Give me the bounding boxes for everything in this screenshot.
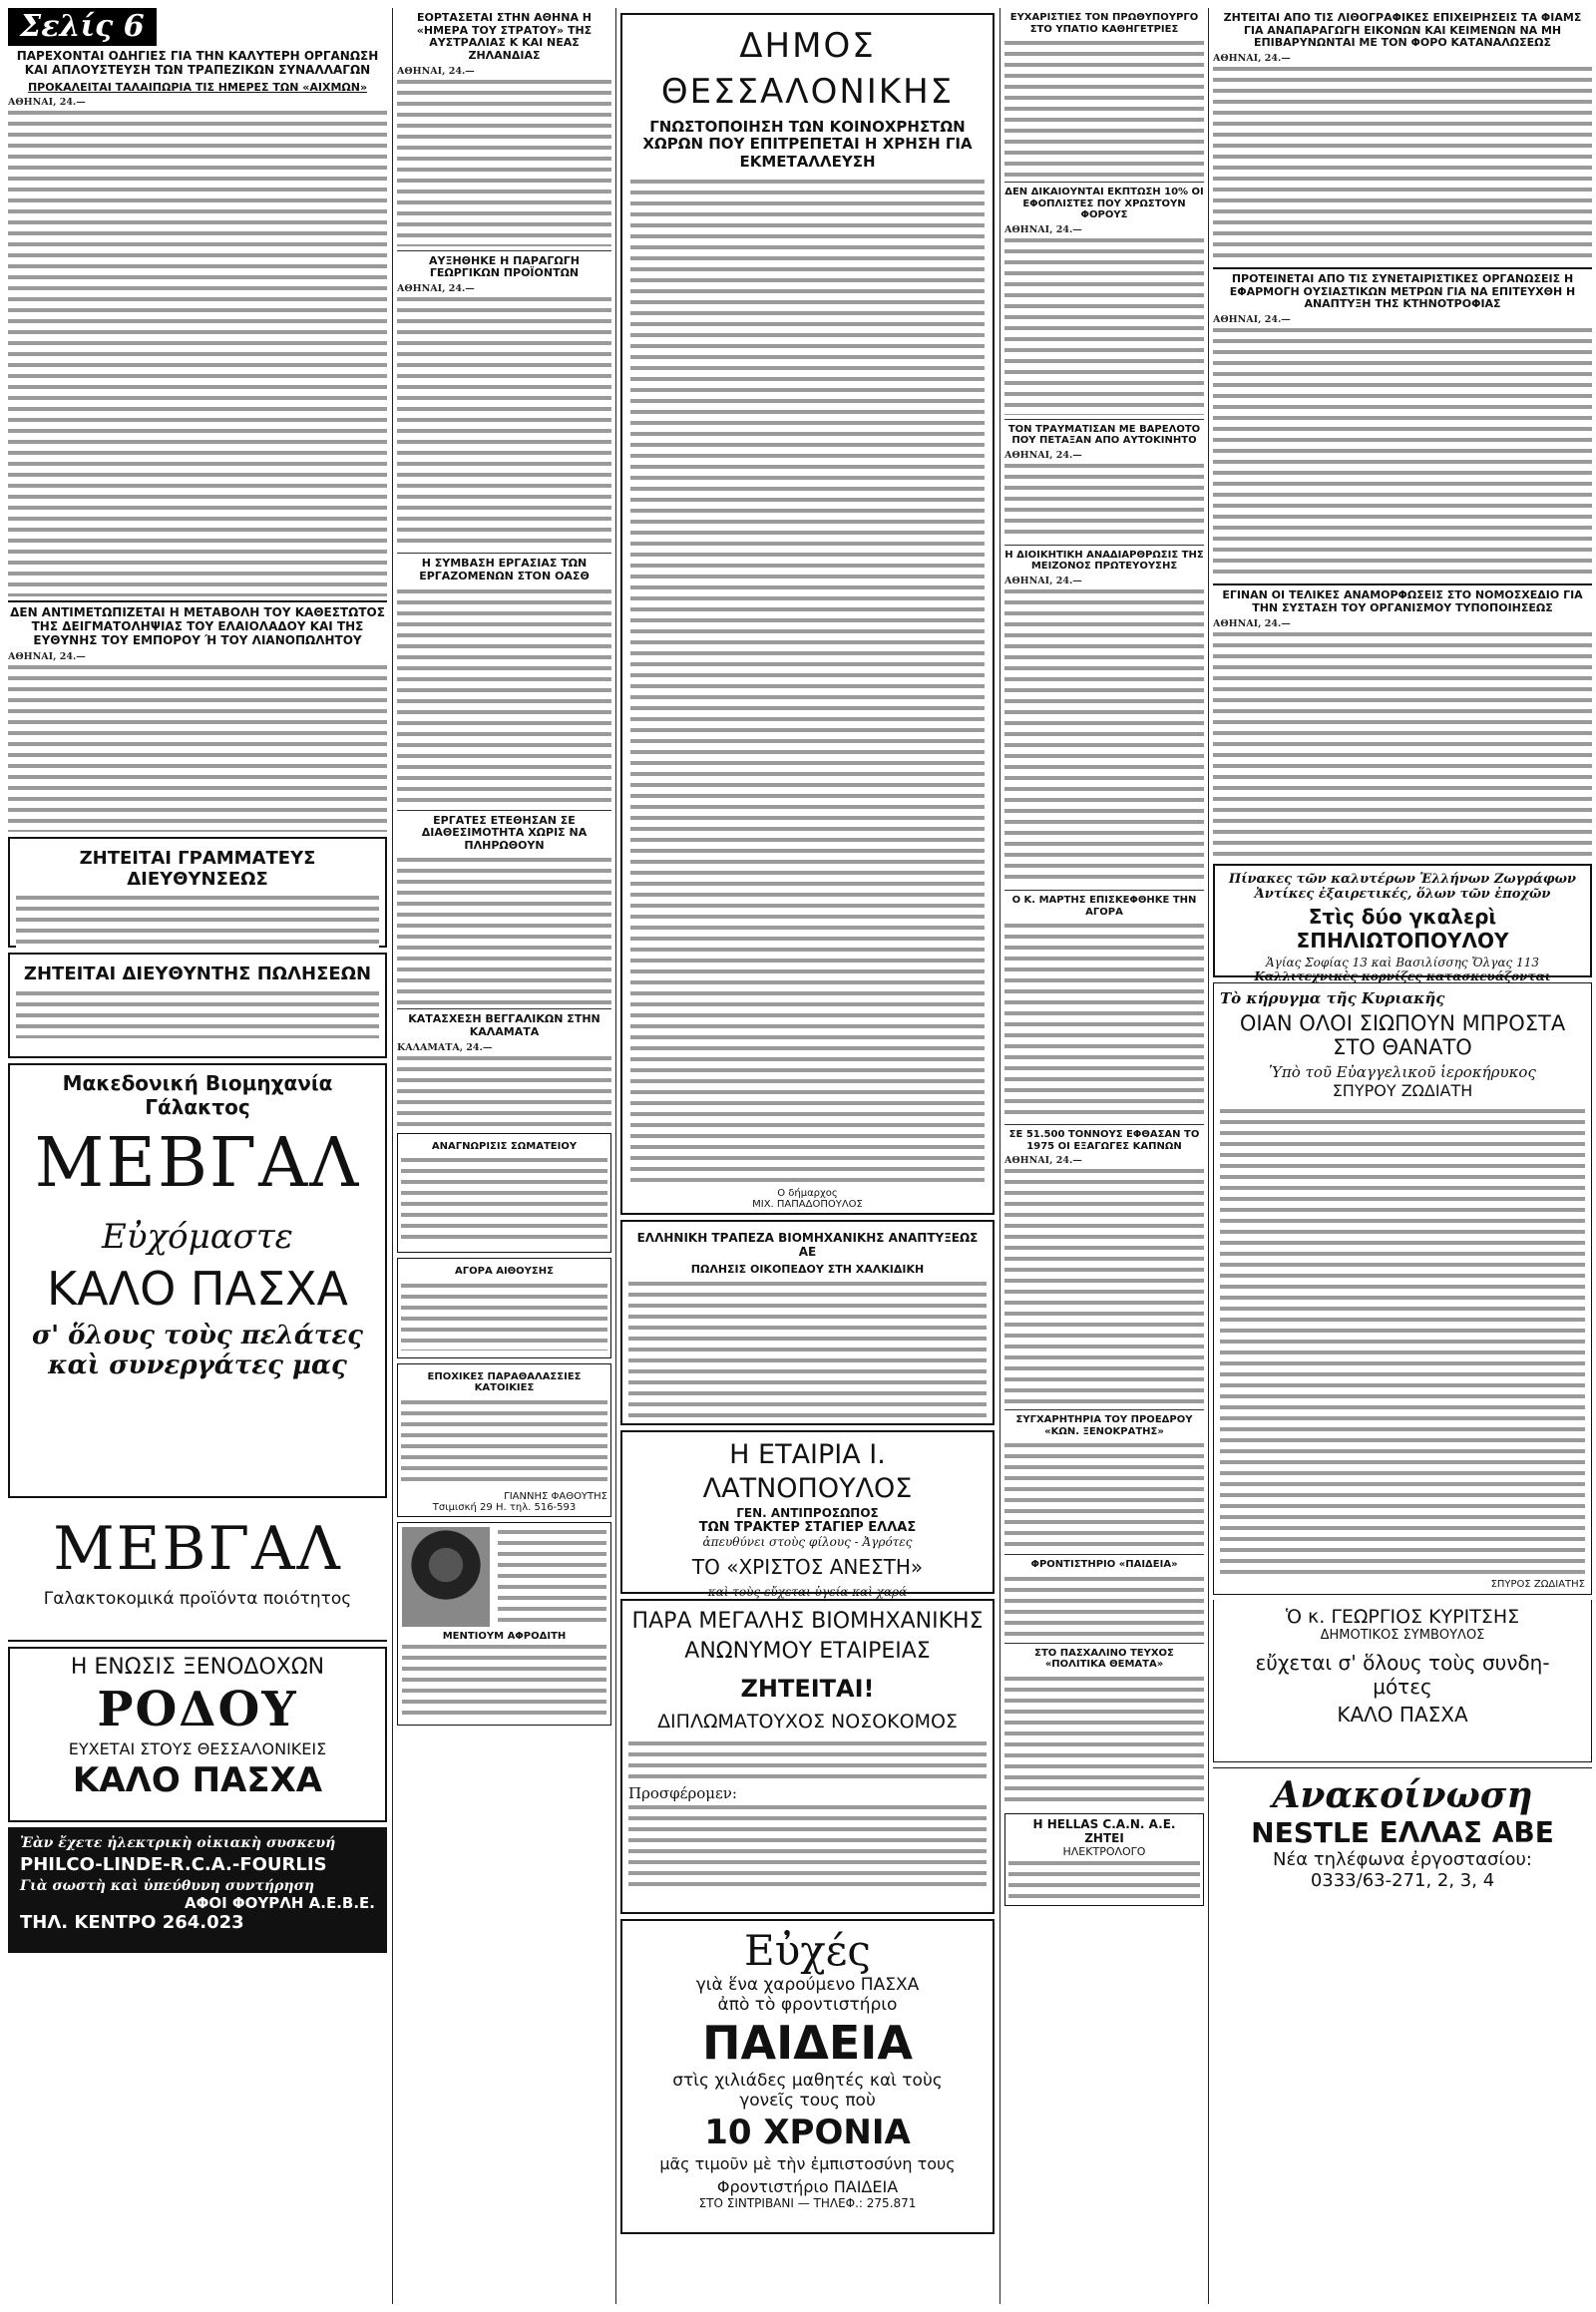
- column-rule: [392, 8, 393, 2304]
- ad-mevgal-easter: [8, 1063, 387, 1498]
- ad-easter: ΚΑΛΟ ΠΑΣΧΑ: [1337, 1702, 1468, 1727]
- divider: [1213, 267, 1592, 269]
- notice-seaside: [397, 1363, 611, 1517]
- headline: ΕΡΓΑΤΕΣ ΕΤΕΘΗΣΑΝ ΣΕ ΔΙΑΘΕΣΙΜΟΤΗΤΑ ΧΩΡΙΣ ΝΑ ΠΛΗΡΩΘΟΥΝ: [421, 813, 588, 852]
- divider: [1004, 182, 1204, 183]
- ad-fourlis: [8, 1827, 387, 1953]
- ad-line: Πίνακες τῶν καλυτέρων Ἑλλήνων Ζωγράφων: [1228, 871, 1577, 887]
- ad-line: ΕΥΧΕΤΑΙ ΣΤΟΥΣ ΘΕΣΣΑΛΟΝΙΚΕΙΣ: [68, 1739, 327, 1759]
- notice-address: Τσιμισκή 29 Η. τηλ. 516-593: [432, 1501, 577, 1513]
- article-body: [397, 1053, 611, 1128]
- ad-top-line: Μακεδονική Βιομηχανία Γάλακτος: [62, 1071, 333, 1120]
- ad-position: ΔΙΠΛΩΜΑΤΟΥΧΟΣ ΝΟΣΟΚΟΜΟΣ: [657, 1711, 958, 1733]
- ad-title: ΖΗΤΕΙΤΑΙ ΓΡΑΜΜΑΤΕΥΣ ΔΙΕΥΘΥΝΣΕΩΣ: [79, 848, 316, 890]
- ad-line: Ἐὰν ἔχετε ἠλεκτρικὴ οἰκιακὴ συσκευή: [20, 1835, 336, 1852]
- article-body: [1213, 325, 1592, 579]
- ad-nurse: [620, 1599, 995, 1914]
- headline: ΕΥΧΑΡΙΣΤΙΕΣ ΤΟΝ ΠΡΩΘΥΠΟΥΡΓΟ ΣΤΟ ΥΠΑΤΙΟ ΚΑΘΗΓΕΤΡΙΕΣ: [1009, 12, 1199, 35]
- dateline: ΑΘΗΝΑΙ, 24.—: [1213, 617, 1291, 629]
- sermon-title: ΟΙΑΝ ΟΛΟΙ ΣΙΩΠΟΥΝ ΜΠΡΟΣΤΑ ΣΤΟ ΘΑΝΑΤΟ: [1239, 1010, 1566, 1059]
- ad-line: καὶ συνεργάτες μας: [48, 1350, 347, 1381]
- ad-wanted: ΖΗΤΕΙΤΑΙ!: [740, 1675, 875, 1703]
- ad-offers: Προσφέρομεν:: [628, 1784, 737, 1802]
- ad-line: ἀπευθύνει στοὺς φίλους - Ἀγρότες: [702, 1535, 913, 1549]
- ad-line: Ἀντίκες ἐξαιρετικές, ὅλων τῶν ἐποχῶν: [1254, 886, 1551, 902]
- ad-company: ΑΦΟΙ ΦΟΥΡΛΗ Α.Ε.Β.Ε.: [185, 1894, 375, 1913]
- ad-line: γονεῖς τους ποὺ: [739, 2091, 876, 2111]
- ad-latinopoulos: [620, 1430, 995, 1599]
- ad-industrial-bank: [620, 1220, 995, 1425]
- ad-easter: ΚΑΛΟ ΠΑΣΧΑ: [72, 1760, 323, 1801]
- dateline: ΑΘΗΝΑΙ, 24.—: [8, 97, 86, 109]
- ad-line: μότες: [1373, 1674, 1432, 1699]
- ad-secretary: [8, 837, 387, 948]
- ad-line: ΓΕΝ. ΑΝΤΙΠΡΟΣΩΠΟΣ: [736, 1506, 879, 1520]
- notice-body: [401, 1155, 607, 1245]
- column-rule: [999, 8, 1000, 2304]
- article-body: [1004, 1674, 1204, 1808]
- ad-title: ΖΗΤΕΙΤΑΙ ΔΙΕΥΘΥΝΤΗΣ ΠΩΛΗΣΕΩΝ: [23, 963, 372, 985]
- ad-body: [16, 988, 379, 1038]
- dateline: ΑΘΗΝΑΙ, 24.—: [1004, 575, 1082, 586]
- divider: [1004, 1554, 1204, 1555]
- ad-mevgal-dairy: [8, 1503, 387, 1642]
- divider: [1004, 1409, 1204, 1410]
- divider: [397, 250, 611, 251]
- headline: ΣΥΓΧΑΡΗΤΗΡΙΑ ΤΟΥ ΠΡΟΕΔΡΟΥ «ΚΩΝ. ΞΕΝΟΚΡΑΤΗΣ»: [1015, 1414, 1193, 1437]
- ad-phone: ΤΗΛ. ΚΕΝΤΡΟ 264.023: [20, 1912, 244, 1934]
- dateline: ΑΘΗΝΑΙ, 24.—: [1213, 52, 1291, 64]
- notice-body: [401, 1281, 607, 1350]
- headline: ΠΡΟΤΕΙΝΕΤΑΙ ΑΠΟ ΤΙΣ ΣΥΝΕΤΑΙΡΙΣΤΙΚΕΣ ΟΡΓΑΝΩΣΕΙΣ Η ΕΦΑΡΜΟΓΗ ΟΥΣΙΑΣΤΙΚΩΝ ΜΕΤΡΩΝ ΓΙΑ ΝΑ ΕΠΙΤΕΥΧΘΗ Η ΑΝΑΠΤΥΞΗ ΤΗΣ ΚΤΗΝΟΤΡΟΦΙΑΣ: [1229, 272, 1576, 311]
- article-body: [1004, 921, 1204, 1120]
- ad-position: ΗΛΕΚΤΡΟΛΟΓΟ: [1062, 1844, 1146, 1858]
- column-3: [620, 8, 995, 2304]
- column-rule: [615, 8, 616, 2304]
- article-body: [1004, 1574, 1204, 1639]
- headline: ΖΗΤΕΙΤΑΙ ΑΠΟ ΤΙΣ ΛΙΘΟΓΡΑΦΙΚΕΣ ΕΠΙΧΕΙΡΗΣΕΙΣ ΤΑ ΦΙΑΜΣ ΓΙΑ ΑΝΑΠΑΡΑΓΩΓΗ ΕΙΚΟΝΩΝ ΚΑΙ ΚΕΙΜΕΝΩΝ ΝΑ ΜΗ ΕΠΙΒΑΡΥΝΩΝΤΑΙ ΜΕ ΤΟΝ ΦΟΡΟ ΚΑΤΑΝΑΛΩΣΕΩΣ: [1223, 11, 1582, 50]
- notice-title: ΕΠΟΧΙΚΕΣ ΠΑΡΑΘΑΛΑΣΣΙΕΣ ΚΑΤΟΙΚΙΕΣ: [427, 1370, 582, 1394]
- dateline: ΑΘΗΝΑΙ, 24.—: [8, 650, 86, 662]
- column-rule: [1208, 8, 1209, 2304]
- article-body: [1213, 64, 1592, 263]
- ad-name: Ὁ κ. ΓΕΩΡΓΙΟΣ ΚΥΡΙΤΣΗΣ: [1285, 1605, 1520, 1628]
- portrait-photo: [402, 1527, 490, 1627]
- article-body: [8, 662, 387, 832]
- ad-body: [630, 177, 985, 1184]
- obituary: [397, 1522, 611, 1726]
- divider: [8, 600, 387, 602]
- ad-wishes: Εὐχές: [744, 1926, 871, 1975]
- article-body: [1004, 586, 1204, 886]
- ad-kyritsis: [1213, 1600, 1592, 1762]
- headline: ΣΤΟ ΠΑΣΧΑΛΙΝΟ ΤΕΥΧΟΣ «ΠΟΛΙΤΙΚΑ ΘΕΜΑΤΑ»: [1034, 1647, 1174, 1671]
- ad-phones: 0333/63-271, 2, 3, 4: [1310, 1869, 1495, 1891]
- divider: [397, 1008, 611, 1009]
- sermon-byline: Ὑπὸ τοῦ Εὐαγγελικοῦ ἱεροκήρυκος: [1269, 1062, 1536, 1081]
- divider: [1004, 545, 1204, 546]
- dateline: ΑΘΗΝΑΙ, 24.—: [397, 65, 475, 77]
- article-body: [397, 855, 611, 1004]
- headline: ΦΡΟΝΤΙΣΤΗΡΙΟ «ΠΑΙΔΕΙΑ»: [1030, 1559, 1178, 1571]
- notice-signature: ΓΙΑΝΝΗΣ ΦΑΘΟΥΤΗΣ: [504, 1490, 607, 1502]
- ad-company: NESTLE ΕΛΛΑΣ ΑΒΕ: [1251, 1815, 1554, 1849]
- notice-recognition: [397, 1133, 611, 1254]
- divider: [1004, 1643, 1204, 1644]
- ad-hellas-can: [1004, 1813, 1204, 1906]
- page-label: Σελίς 6: [8, 8, 157, 46]
- subheadline: ΠΡΟΚΑΛΕΙΤΑΙ ΤΑΛΑΙΠΩΡΙΑ ΤΙΣ ΗΜΕΡΕΣ ΤΩΝ «ΑΙΧΜΩΝ»: [27, 80, 368, 94]
- article-body: [8, 108, 387, 596]
- ad-title: Η ΕΤΑΙΡΙΑ Ι. ΛΑΤΝΟΠΟΥΛΟΣ: [702, 1439, 913, 1504]
- ad-subtitle: ΓΝΩΣΤΟΠΟΙΗΣΗ ΤΩΝ ΚΟΙΝΟΧΡΗΣΤΩΝ ΧΩΡΩΝ ΠΟΥ ΕΠΙΤΡΕΠΕΤΑΙ Η ΧΡΗΣΗ ΓΙΑ ΕΚΜΕΤΑΛΛΕΥΣΗ: [642, 118, 973, 171]
- ad-brand: ΠΑΙΔΕΙΑ: [702, 2016, 913, 2070]
- ad-school: Φροντιστήριο ΠΑΙΔΕΙΑ: [716, 2177, 899, 2196]
- ad-line: Νέα τηλέφωνα ἐργοστασίου:: [1273, 1848, 1532, 1870]
- article-body: [397, 294, 611, 549]
- ad-wanted: ΖΗΤΕΙ: [1084, 1830, 1124, 1845]
- headline: ΠΑΡΕΧΟΝΤΑΙ ΟΔΗΓΙΕΣ ΓΙΑ ΤΗΝ ΚΑΛΥΤΕΡΗ ΟΡΓΑΝΩΣΗ ΚΑΙ ΑΠΛΟΥΣΤΕΥΣΗ ΤΩΝ ΤΡΑΠΕΖΙΚΩΝ ΣΥΝΑΛΛΑΓΩΝ: [16, 49, 379, 77]
- article-body: [1004, 38, 1204, 178]
- ad-greeting: ΤΟ «ΧΡΙΣΤΟΣ ΑΝΕΣΤΗ»: [691, 1555, 924, 1579]
- ad-spiliotopoulos-gallery: [1213, 864, 1592, 983]
- ad-brands: PHILCO-LINDE-R.C.A.-FOURLIS: [20, 1854, 327, 1876]
- ad-line: στὶς χιλιάδες μαθητές καὶ τοὺς: [672, 2071, 943, 2091]
- ad-line: γιὰ ἕνα χαρούμενο ΠΑΣΧΑ: [695, 1975, 920, 1995]
- column-1: [8, 8, 387, 2304]
- headline: ΣΕ 51.500 ΤΟΝΝΟΥΣ ΕΦΘΑΣΑΝ ΤΟ 1975 ΟΙ ΕΞΑΓΩΓΕΣ ΚΑΠΝΩΝ: [1008, 1129, 1200, 1152]
- ad-line: μᾶς τιμοῦν μὲ τὴν ἐμπιστοσύνη τους: [659, 2154, 956, 2173]
- ad-title: ΔΗΜΟΤΙΚΟΣ ΣΥΜΒΟΥΛΟΣ: [1320, 1627, 1485, 1643]
- ad-rhodes-hotels: [8, 1647, 387, 1822]
- ad-brand: ΡΟΔΟΥ: [97, 1682, 298, 1738]
- headline: ΑΥΞΗΘΗΚΕ Η ΠΑΡΑΓΩΓΗ ΓΕΩΡΓΙΚΩΝ ΠΡΟΪΟΝΤΩΝ: [429, 253, 580, 280]
- headline: ΔΕΝ ΑΝΤΙΜΕΤΩΠΙΖΕΤΑΙ Η ΜΕΤΑΒΟΛΗ ΤΟΥ ΚΑΘΕΣΤΩΤΟΣ ΤΗΣ ΔΕΙΓΜΑΤΟΛΗΨΙΑΣ ΤΟΥ ΕΛΑΙΟΛΑΔΟΥ ΚΑΙ ΤΗΣ ΕΥΘΥΝΗΣ ΤΟΥ ΕΜΠΟΡΟΥ Ή ΤΟΥ ΛΙΑΝΟΠΩΛΗΤΟΥ: [10, 605, 385, 648]
- obituary-name: ΜΕΝΤΙΟΥΜ ΑΦΡΟΔΙΤΗ: [442, 1630, 567, 1642]
- ad-nestle: [1213, 1767, 1592, 1900]
- ad-body: [16, 893, 379, 948]
- headline: ΚΑΤΑΣΧΕΣΗ ΒΕΓΓΑΛΙΚΩΝ ΣΤΗΝ ΚΑΛΑΜΑΤΑ: [408, 1012, 600, 1039]
- ad-title: ΔΗΜΟΣ ΘΕΣΣΑΛΟΝΙΚΗΣ: [660, 26, 955, 112]
- article-body: [1213, 629, 1592, 859]
- divider: [1004, 419, 1204, 420]
- ad-municipality: [620, 13, 995, 1215]
- headline: ΕΓΙΝΑΝ ΟΙ ΤΕΛΙΚΕΣ ΑΝΑΜΟΡΦΩΣΕΙΣ ΣΤΟ ΝΟΜΟΣΧΕΔΙΟ ΓΙΑ ΤΗΝ ΣΥΣΤΑΣΗ ΤΟΥ ΟΡΓΑΝΙΣΜΟΥ ΤΥΠΟΠΟΙΗΣΕΩΣ: [1222, 588, 1583, 614]
- article-body: [1004, 461, 1204, 541]
- headline: ΔΕΝ ΔΙΚΑΙΟΥΝΤΑΙ ΕΚΠΤΩΣΗ 10% ΟΙ ΕΦΟΠΛΙΣΤΕΣ ΠΟΥ ΧΡΩΣΤΟΥΝ ΦΟΡΟΥΣ: [1004, 187, 1204, 220]
- dateline: ΑΘΗΝΑΙ, 24.—: [1004, 1155, 1082, 1167]
- sermon-feature: [1213, 982, 1592, 1595]
- ad-body: [628, 1738, 987, 1778]
- ad-address: Ἁγίας Σοφίας 13 καὶ Βασιλίσσης Ὄλγας 113: [1265, 955, 1539, 969]
- dateline: ΚΑΛΑΜΑΤΑ, 24.—: [397, 1041, 493, 1053]
- divider: [1004, 890, 1204, 891]
- ad-brand: ΜΕΒΓΑΛ: [53, 1514, 342, 1585]
- ad-body: [1008, 1858, 1200, 1898]
- signer-title: Ο δήμαρχος: [777, 1187, 838, 1199]
- column-4: [1004, 8, 1204, 2304]
- headline: Ο Κ. ΜΑΡΤΗΣ ΕΠΙΣΚΕΦΘΗΚΕ ΤΗΝ ΑΓΟΡΑ: [1011, 895, 1197, 918]
- article-body: [1004, 235, 1204, 415]
- ad-address: ΣΤΟ ΣΙΝΤΡΙΒΑΝΙ — ΤΗΛΕΦ.: 275.871: [698, 2196, 917, 2210]
- divider: [1213, 583, 1592, 585]
- article-body: [1004, 1440, 1204, 1550]
- ad-line: ἀπὸ τὸ φροντιστήριο: [717, 1995, 898, 2015]
- sermon-kicker: Τὸ κήρυγμα τῆς Κυριακῆς: [1220, 988, 1445, 1007]
- ad-wish: Εὐχόμαστε: [102, 1217, 293, 1258]
- headline: ΤΟΝ ΤΡΑΥΜΑΤΙΣΑΝ ΜΕ ΒΑΡΕΛΟΤΟ ΠΟΥ ΠΕΤΑΞΑΝ ΑΠΟ ΑΥΤΟΚΙΝΗΤΟ: [1007, 423, 1201, 447]
- headline: Η ΣΥΜΒΑΣΗ ΕΡΓΑΣΙΑΣ ΤΩΝ ΕΡΓΑΖΟΜΕΝΩΝ ΣΤΟΝ ΟΑΣΘ: [419, 557, 590, 582]
- ad-title: ΠΑΡΑ ΜΕΓΑΛΗΣ ΒΙΟΜΗΧΑΝΙΚΗΣ ΑΝΩΝΥΜΟΥ ΕΤΑΙΡΕΙΑΣ: [631, 1609, 984, 1664]
- divider: [397, 553, 611, 554]
- ad-line: εὔχεται σ' ὅλους τοὺς συνδη-: [1255, 1650, 1550, 1675]
- dateline: ΑΘΗΝΑΙ, 24.—: [1004, 223, 1082, 235]
- headline: Η ΔΙΟΙΚΗΤΙΚΗ ΑΝΑΔΙΑΡΘΡΩΣΙΣ ΤΗΣ ΜΕΙΖΟΝΟΣ ΠΡΩΤΕΥΟΥΣΗΣ: [1004, 549, 1204, 573]
- sermon-signature: ΣΠΥΡΟΣ ΖΩΔΙΑΤΗΣ: [1490, 1578, 1585, 1590]
- ad-subtitle: ΠΩΛΗΣΙΣ ΟΙΚΟΠΕΔΟΥ ΣΤΗ ΧΑΛΚΙΔΙΚΗ: [690, 1262, 925, 1276]
- signer-name: ΜΙΧ. ΠΑΠΑΔΟΠΟΥΛΟΣ: [752, 1198, 863, 1210]
- ad-line: σ' ὅλους τοὺς πελάτες: [32, 1321, 363, 1351]
- notice-title: ΑΝΑΓΝΩΡΙΣΙΣ ΣΩΜΑΤΕΙΟΥ: [431, 1140, 578, 1152]
- dateline: ΑΘΗΝΑΙ, 24.—: [1213, 314, 1291, 326]
- ad-body: [628, 1279, 987, 1418]
- dateline: ΑΘΗΝΑΙ, 24.—: [397, 283, 475, 295]
- article-body: [397, 586, 611, 806]
- ad-sales-director: [8, 953, 387, 1058]
- ad-title: Στὶς δύο γκαλερὶ ΣΠΗΛΙΩΤΟΠΟΥΛΟΥ: [1296, 904, 1509, 953]
- ad-title: ΕΛΛΗΝΙΚΗ ΤΡΑΠΕΖΑ ΒΙΟΜΗΧΑΝΙΚΗΣ ΑΝΑΠΤΥΞΕΩΣ ΑΕ: [636, 1231, 979, 1259]
- ad-tagline: Καλλιτεχνικὲς κορνίζες κατασκευάζονται: [1254, 968, 1551, 983]
- ad-paideia: [620, 1919, 995, 2234]
- headline: ΕΟΡΤΑΣΕΤΑΙ ΣΤΗΝ ΑΘΗΝΑ Η «ΗΜΕΡΑ ΤΟΥ ΣΤΡΑΤΟΥ» ΤΗΣ ΑΥΣΤΡΑΛΙΑΣ Κ ΚΑΙ ΝΕΑΣ ΖΗΛΑΝΔΙΑΣ: [416, 11, 593, 62]
- ad-slogan: Γαλακτοκομικά προϊόντα ποιότητος: [43, 1589, 352, 1610]
- ad-title: Η HELLAS C.A.N. A.E.: [1032, 1816, 1176, 1831]
- obituary-body: [402, 1642, 606, 1717]
- ad-years: 10 ΧΡΟΝΙΑ: [704, 2113, 911, 2152]
- notice-body: [401, 1397, 607, 1487]
- ad-easter: ΚΑΛΟ ΠΑΣΧΑ: [46, 1262, 349, 1317]
- ad-line: καὶ τοὺς εὔχεται ὑγεία καὶ χαρά: [707, 1585, 908, 1599]
- article-body: [1004, 1166, 1204, 1405]
- obituary-body: [498, 1527, 606, 1627]
- sermon-body: [1220, 1106, 1585, 1575]
- ad-line: ΤΩΝ ΤΡΑΚΤΕΡ ΣΤΑΓΙΕΡ ΕΛΛΑΣ: [698, 1520, 917, 1535]
- divider: [1004, 1124, 1204, 1125]
- ad-top-line: Η ΕΝΩΣΙΣ ΞΕΝΟΔΟΧΩΝ: [70, 1655, 325, 1681]
- divider: [397, 810, 611, 811]
- column-5: [1213, 8, 1592, 2304]
- ad-title: Ανακοίνωση: [1272, 1773, 1533, 1816]
- ad-brand: ΜΕΒΓΑΛ: [34, 1124, 361, 1204]
- sermon-author: ΣΠΥΡΟΥ ΖΩΔΙΑΤΗ: [1332, 1080, 1473, 1100]
- ad-body: [628, 1802, 987, 1887]
- column-2: [397, 8, 611, 2304]
- notice-hall: [397, 1258, 611, 1358]
- dateline: ΑΘΗΝΑΙ, 24.—: [1004, 449, 1082, 461]
- notice-title: ΑΓΟΡΑ ΑΙΘΟΥΣΗΣ: [455, 1266, 554, 1278]
- article-body: [397, 77, 611, 246]
- ad-line: Γιὰ σωστὴ καὶ ὑπεύθυνη συντήρηση: [20, 1878, 315, 1895]
